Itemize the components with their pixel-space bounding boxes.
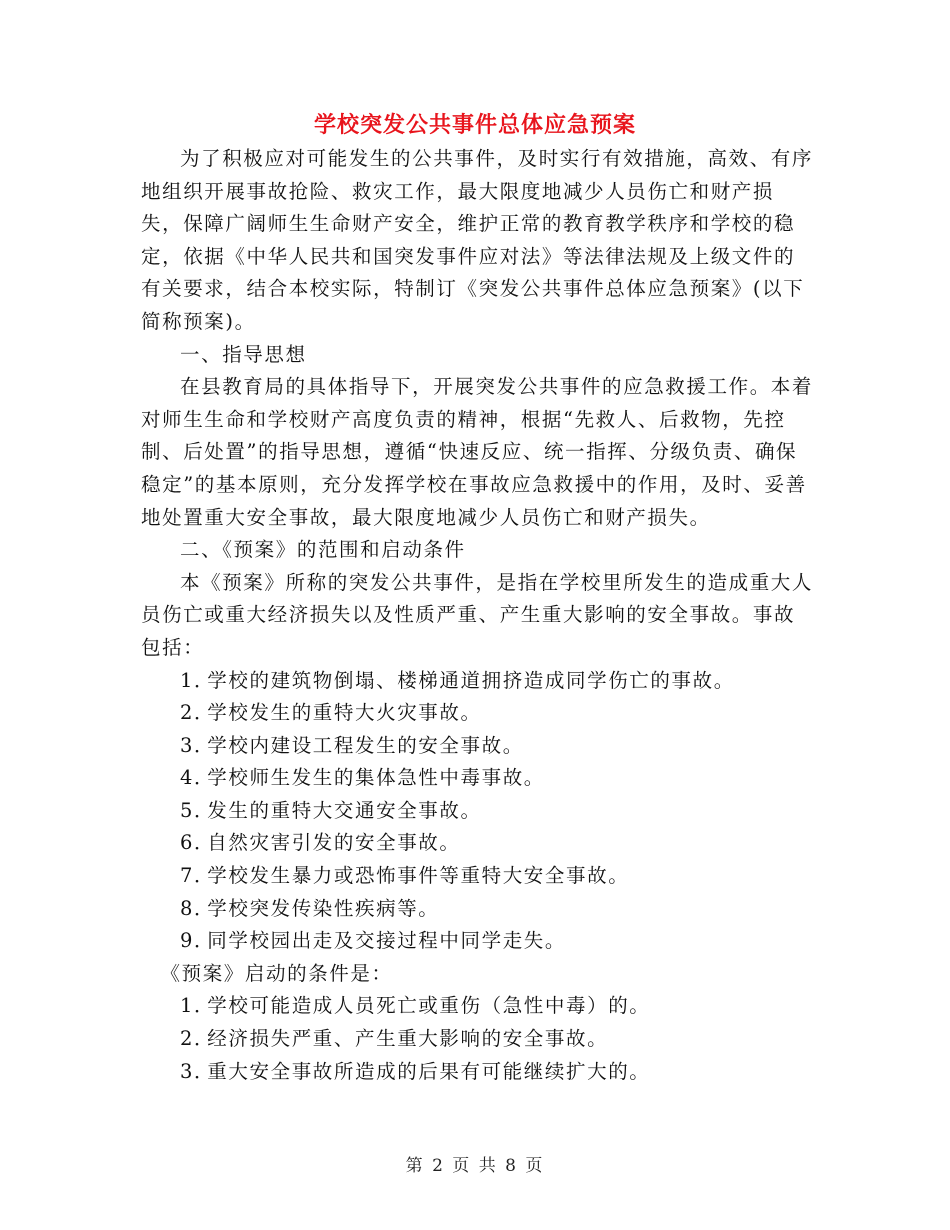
list-item-text: 经济损失严重、产生重大影响的安全事故。 bbox=[207, 1027, 609, 1051]
list-item-number: 1． bbox=[180, 668, 216, 692]
list-item-number: 2． bbox=[180, 701, 216, 725]
condition-list-item bbox=[141, 1023, 813, 1056]
list-item-number: 3． bbox=[180, 1059, 216, 1083]
accident-list-item bbox=[141, 762, 813, 795]
intro-paragraph: 为了积极应对可能发生的公共事件，及时实行有效措施，高效、有序地组织开展事故抢险、救灾工作，最大限度地减少人员伤亡和财产损失，保障广阔师生生命财产安全，维护正常的教育教学秩序和学校的稳定，依据《中华人民共和国突发事件应对法》等法律法规及上级文件的有关要求，结合本校实际，特制订《突发公共事件总体应急预案》(以下简称预案)。 bbox=[141, 147, 814, 333]
accident-list-item bbox=[141, 925, 813, 958]
section2-paragraph: 本《预案》所称的突发公共事件，是指在学校里所发生的造成重大人员伤亡或重大经济损失以及性质严重、产生重大影响的安全事故。事故包括： bbox=[141, 570, 814, 659]
list-item-text: 学校师生发生的集体急性中毒事故。 bbox=[207, 766, 545, 790]
list-item-text: 学校发生暴力或恐怖事件等重特大安全事故。 bbox=[207, 864, 630, 888]
accident-list-item bbox=[141, 665, 813, 698]
list-item-number: 1． bbox=[180, 994, 216, 1018]
conditions-heading: 《预案》启动的条件是： bbox=[160, 961, 393, 985]
accident-list-item bbox=[141, 893, 813, 926]
section1-heading: 一、指导思想 bbox=[180, 342, 307, 366]
list-item-number: 7． bbox=[180, 864, 216, 888]
list-item-text: 重大安全事故所造成的后果有可能继续扩大的。 bbox=[207, 1059, 651, 1083]
accident-list-item bbox=[141, 827, 813, 860]
accident-list-item bbox=[141, 860, 813, 893]
list-item-text: 学校内建设工程发生的安全事故。 bbox=[207, 733, 524, 757]
list-item-number: 4． bbox=[180, 766, 216, 790]
condition-list-item bbox=[141, 1056, 813, 1089]
document-body bbox=[141, 143, 813, 1088]
list-item-text: 同学校园出走及交接过程中同学走失。 bbox=[207, 929, 566, 953]
list-item-text: 学校可能造成人员死亡或重伤（急性中毒）的。 bbox=[207, 994, 651, 1018]
list-item-text: 学校突发传染性疾病等。 bbox=[207, 896, 440, 920]
list-item-number: 3． bbox=[180, 733, 216, 757]
list-item-text: 自然灾害引发的安全事故。 bbox=[207, 831, 461, 855]
accident-list-item bbox=[141, 730, 813, 763]
document-title: 学校突发公共事件总体应急预案 bbox=[313, 113, 636, 138]
list-item-number: 8． bbox=[180, 896, 216, 920]
list-item-number: 6． bbox=[180, 831, 216, 855]
page-number-footer: 第 2 页 共 8 页 bbox=[405, 1156, 545, 1176]
list-item-number: 5． bbox=[180, 798, 216, 822]
list-item-number: 2． bbox=[180, 1027, 216, 1051]
list-item-text: 学校的建筑物倒塌、楼梯通道拥挤造成同学伤亡的事故。 bbox=[207, 668, 735, 692]
condition-list-item bbox=[141, 990, 813, 1023]
list-item-text: 学校发生的重特大火灾事故。 bbox=[207, 701, 482, 725]
accident-list-item bbox=[141, 795, 813, 828]
section2-heading: 二、《预案》的范围和启动条件 bbox=[180, 538, 466, 562]
accident-list-item bbox=[141, 697, 813, 730]
section1-paragraph: 在县教育局的具体指导下，开展突发公共事件的应急救援工作。本着对师生生命和学校财产高度负责的精神，根据“先救人、后救物，先控制、后处置”的指导思想，遵循“快速反应、统一指挥、分级负责、确保稳定”的基本原则，充分发挥学校在事故应急救援中的作用，及时、妥善地处置重大安全事故，最大限度地减少人员伤亡和财产损失。 bbox=[141, 375, 814, 529]
list-item-text: 发生的重特大交通安全事故。 bbox=[207, 798, 482, 822]
list-item-number: 9． bbox=[180, 929, 216, 953]
